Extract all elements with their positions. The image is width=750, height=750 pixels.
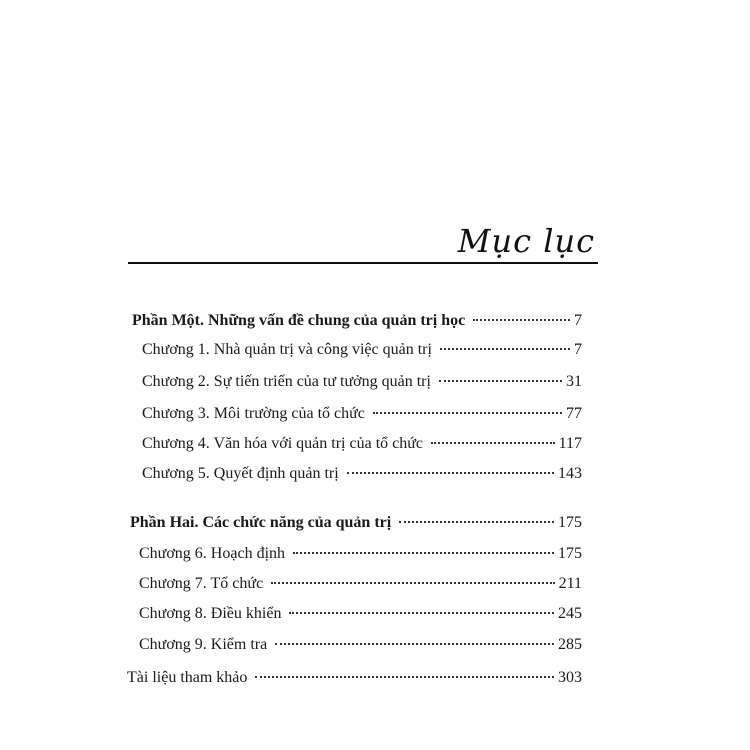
dot-leader <box>293 551 554 554</box>
toc-entry-chapter-9 <box>139 636 582 660</box>
toc-entry-chapter-3 <box>142 405 582 429</box>
toc-entry-label: Chương 9. Kiểm tra <box>139 636 268 653</box>
dot-leader <box>289 611 554 614</box>
dot-leader <box>347 471 554 474</box>
toc-entry-label: Chương 7. Tổ chức <box>139 575 264 592</box>
dot-leader <box>271 581 554 584</box>
dot-leader <box>275 642 554 645</box>
toc-entry-label: Tài liệu tham khảo <box>127 669 248 686</box>
toc-entry-label: Chương 2. Sự tiến triển của tư tưởng quản trị <box>142 373 431 390</box>
title-underline <box>128 262 598 264</box>
dot-leader <box>255 675 554 678</box>
toc-entry-chapter-6 <box>139 545 582 569</box>
toc-entry-page: 143 <box>558 465 582 482</box>
toc-entry-chapter-1 <box>142 341 582 365</box>
toc-entry-part-2 <box>130 514 582 538</box>
dot-leader <box>440 347 570 350</box>
toc-entry-label: Phần Một. Những vấn đề chung của quản trị học <box>132 312 466 329</box>
toc-entry-page: 117 <box>558 435 582 452</box>
dot-leader <box>431 441 555 444</box>
toc-entry-page: 31 <box>566 373 582 390</box>
dot-leader <box>373 411 562 414</box>
toc-entry-chapter-7 <box>139 575 582 599</box>
toc-entry-page: 285 <box>558 636 582 653</box>
dot-leader <box>473 318 570 321</box>
toc-entry-label: Chương 6. Hoạch định <box>139 545 286 562</box>
toc-entry-chapter-2 <box>142 373 582 397</box>
toc-entry-page: 303 <box>558 669 582 686</box>
toc-entry-page: 245 <box>558 605 582 622</box>
toc-entry-label: Chương 8. Điều khiển <box>139 605 282 622</box>
toc-entry-label: Chương 5. Quyết định quản trị <box>142 465 339 482</box>
toc-entry-page: 77 <box>566 405 582 422</box>
toc-entry-page: 175 <box>558 514 582 531</box>
toc-entry-part-1 <box>132 312 582 336</box>
toc-entry-label: Chương 1. Nhà quản trị và công việc quản trị <box>142 341 432 358</box>
toc-entry-references <box>127 669 582 693</box>
toc-entry-label: Phần Hai. Các chức năng của quản trị <box>130 514 392 531</box>
toc-entry-page: 7 <box>574 312 582 329</box>
toc-entry-chapter-8 <box>139 605 582 629</box>
toc-entry-label: Chương 3. Môi trường của tổ chức <box>142 405 365 422</box>
toc-entry-label: Chương 4. Văn hóa với quản trị của tổ chức <box>142 435 424 452</box>
toc-title: Mục lục <box>457 222 595 260</box>
toc-entry-page: 175 <box>558 545 582 562</box>
toc-entry-page: 7 <box>574 341 582 358</box>
toc-entry-page: 211 <box>558 575 582 592</box>
dot-leader <box>439 379 562 382</box>
toc-entry-chapter-5 <box>142 465 582 489</box>
dot-leader <box>399 520 554 523</box>
toc-entry-chapter-4 <box>142 435 582 459</box>
